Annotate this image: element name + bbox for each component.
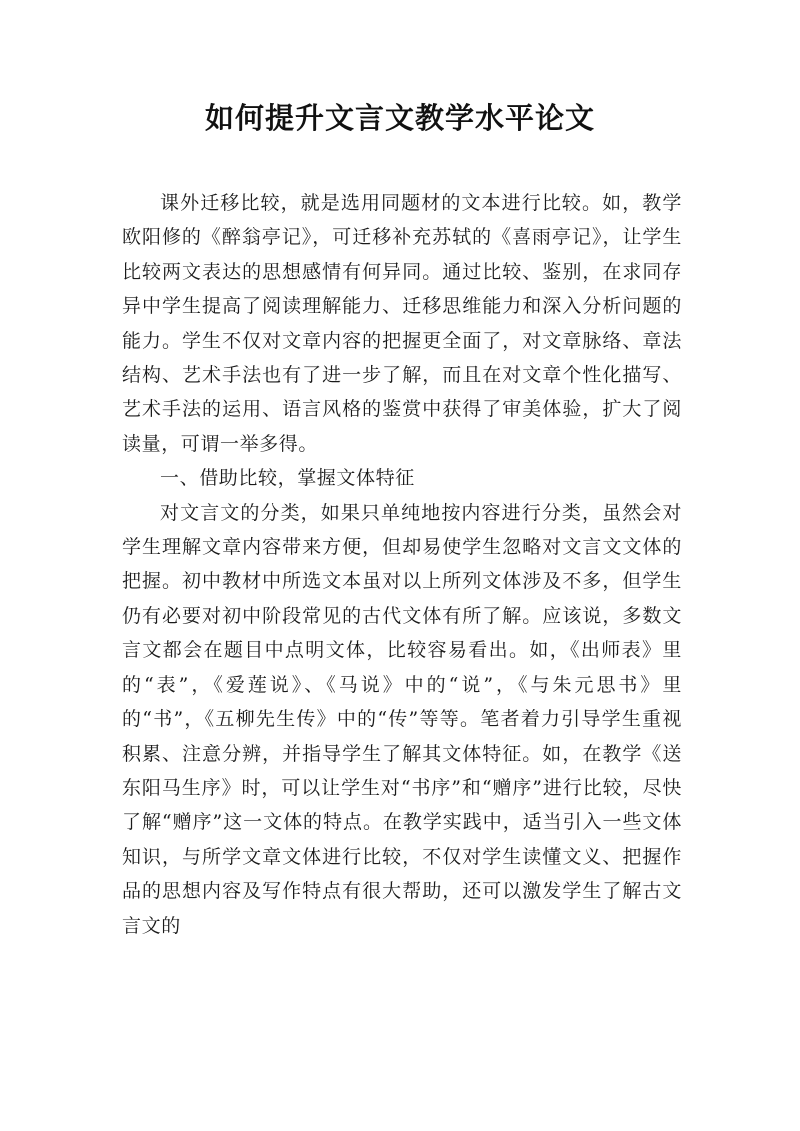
section-heading: 一、借助比较，掌握文体特征 [160,467,415,490]
page-title: 如何提升文言文教学水平论文 [204,101,595,135]
document-body [122,186,682,943]
paragraph-comparison-transfer: 课外迁移比较，就是选用同题材的文本进行比较。如，教学欧阳修的《醉翁亭记》，可迁移补充苏轼的《喜雨亭记》，让学生比较两文表达的思想感情有何异同。通过比较、鉴别，在求同存异中学生提高了阅读理解能力、迁移思维能力和深入分析问题的能力。学生不仅对文章内容的把握更全面了，对文章脉络、章法结构、艺术手法也有了进一步了解，而且在对文章个性化描写、艺术手法的运用、语言风格的鉴赏中获得了审美体验，扩大了阅读量，可谓一举多得。 [122,192,682,455]
paragraph-genre-classification: 对文言文的分类，如果只单纯地按内容进行分类，虽然会对学生理解文章内容带来方便，但却易使学生忽略对文言文文体的把握。初中教材中所选文本虽对以上所列文体涉及不多，但学生仍有必要对初中阶段常见的古代文体有所了解。应该说，多数文言文都会在题目中点明文体，比较容易看出。如，《出师表》里的“表”，《爱莲说》、《马说》中的“说”，《与朱元思书》里的“书”，《五柳先生传》中的“传”等等。笔者着力引导学生重视积累、注意分辨，并指导学生了解其文体特征。如，在教学《送东阳马生序》时，可以让学生对“书序”和“赠序”进行比较，尽快了解“赠序”这一文体的特点。在教学实践中，适当引入一些文体知识，与所学文章文体进行比较，不仅对学生读懂文义、把握作品的思想内容及写作特点有很大帮助，还可以激发学生了解古文言文的 [122,501,682,937]
